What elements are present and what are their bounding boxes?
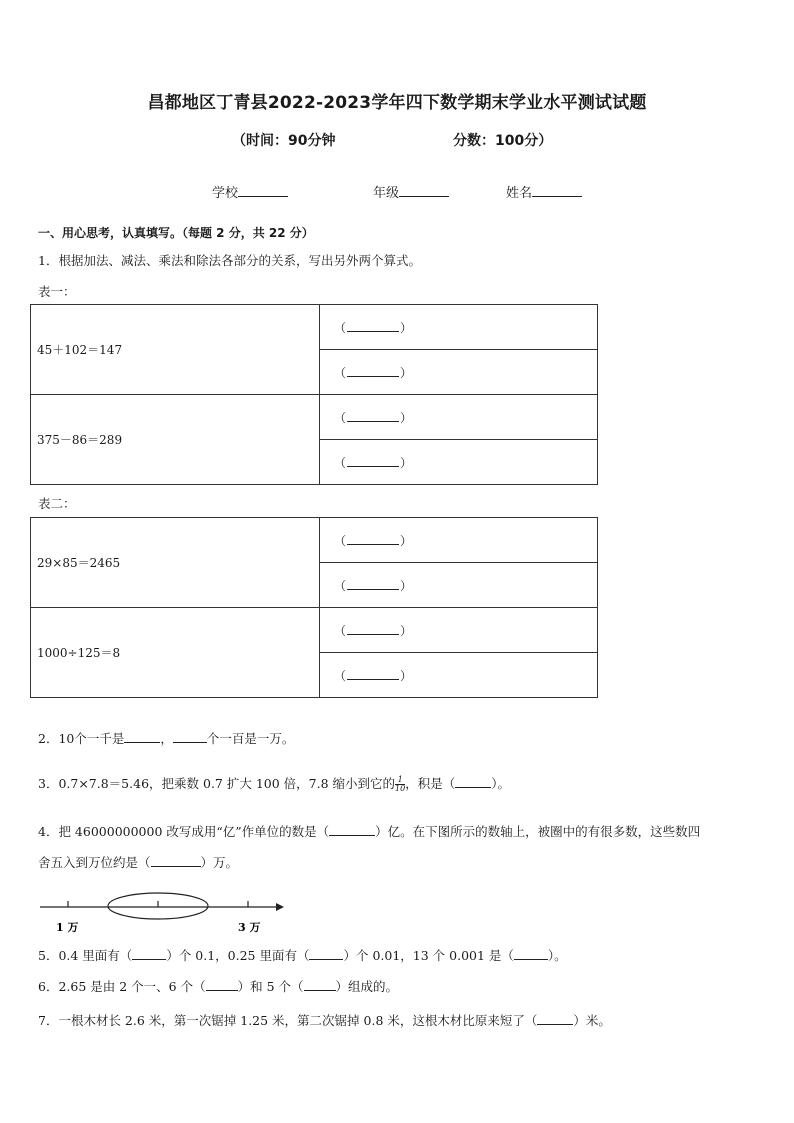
school-field: [212, 182, 288, 201]
name-label: 姓名: [506, 186, 533, 201]
answer-blank[interactable]: [151, 854, 201, 867]
grade-field: [373, 182, 449, 201]
answer-blank[interactable]: [132, 947, 166, 960]
section-heading: 一、用心思考，认真填写。（每题 2 分，共 22 分）: [38, 226, 314, 240]
exam-time: （时间：90分钟: [232, 133, 336, 149]
answer-cell[interactable]: （ ）: [320, 395, 598, 440]
answer-blank[interactable]: [124, 730, 160, 743]
question-4-line2: 舍五入到万位约是（ ）万。: [38, 855, 239, 870]
question-4-line1: 4．把 46000000000 改写成用“亿”作单位的数是（ ）亿。在下图所示的数轴上，被圈中的有很多数，这些数四: [38, 824, 701, 839]
table-1: [30, 304, 598, 485]
answer-blank[interactable]: [329, 823, 375, 836]
answer-cell[interactable]: （ ）: [320, 608, 598, 653]
fraction: $\frac{1}{10}$: [395, 775, 406, 793]
number-line: [38, 887, 298, 935]
equation-cell: 45＋102＝147: [31, 305, 320, 395]
answer-blank[interactable]: [537, 1012, 573, 1025]
exam-score: 分数：100分）: [453, 133, 553, 149]
answer-cell[interactable]: （ ）: [320, 350, 598, 395]
table2-label: 表二：: [38, 496, 76, 511]
page-title: 昌都地区丁青县2022-2023学年四下数学期末学业水平测试试题: [147, 93, 647, 113]
name-blank[interactable]: [532, 184, 582, 197]
answer-blank[interactable]: [304, 978, 336, 991]
question-3: 3．0.7×7.8＝5.46，把乘数 0.7 扩大 100 倍，7.8 缩小到它的 $\frac{1}{10}$ ，积是（ ）。: [38, 775, 510, 793]
table1-label: 表一：: [38, 284, 76, 299]
table-2: [30, 517, 598, 698]
question-7: 7．一根木材长 2.6 米，第一次锯掉 1.25 米，第二次锯掉 0.8 米，这根木材比原来短了（ ）米。: [38, 1013, 611, 1028]
question-1: 1．根据加法、减法、乘法和除法各部分的关系，写出另外两个算式。: [38, 253, 421, 268]
answer-cell[interactable]: （ ）: [320, 518, 598, 563]
table-row: [31, 518, 598, 563]
grade-blank[interactable]: [399, 184, 449, 197]
name-field: [506, 182, 582, 201]
answer-blank[interactable]: [173, 730, 207, 743]
answer-cell[interactable]: （ ）: [320, 563, 598, 608]
grade-label: 年级: [373, 186, 400, 201]
answer-blank[interactable]: [455, 775, 491, 788]
answer-blank[interactable]: [206, 978, 238, 991]
answer-cell[interactable]: （ ）: [320, 440, 598, 485]
answer-cell[interactable]: （ ）: [320, 653, 598, 698]
school-label: 学校: [212, 186, 239, 201]
equation-cell: 29×85＝2465: [31, 518, 320, 608]
answer-cell[interactable]: （ ）: [320, 305, 598, 350]
equation-cell: 375－86＝289: [31, 395, 320, 485]
answer-blank[interactable]: [309, 947, 343, 960]
question-5: 5．0.4 里面有（ ）个 0.1，0.25 里面有（ ）个 0.01，13 个 0.001 是（ ）。: [38, 948, 567, 963]
table-row: [31, 608, 598, 653]
equation-cell: 1000÷125＝8: [31, 608, 320, 698]
table-row: [31, 305, 598, 350]
answer-blank[interactable]: [514, 947, 548, 960]
question-2: 2．10个一千是 ， 个一百是一万。: [38, 731, 295, 746]
question-6: 6．2.65 是由 2 个一、6 个（ ）和 5 个（ ）组成的。: [38, 979, 399, 994]
axis-right-label: 3 万: [238, 921, 261, 934]
axis-left-label: 1 万: [56, 921, 79, 934]
school-blank[interactable]: [238, 184, 288, 197]
table-row: [31, 395, 598, 440]
